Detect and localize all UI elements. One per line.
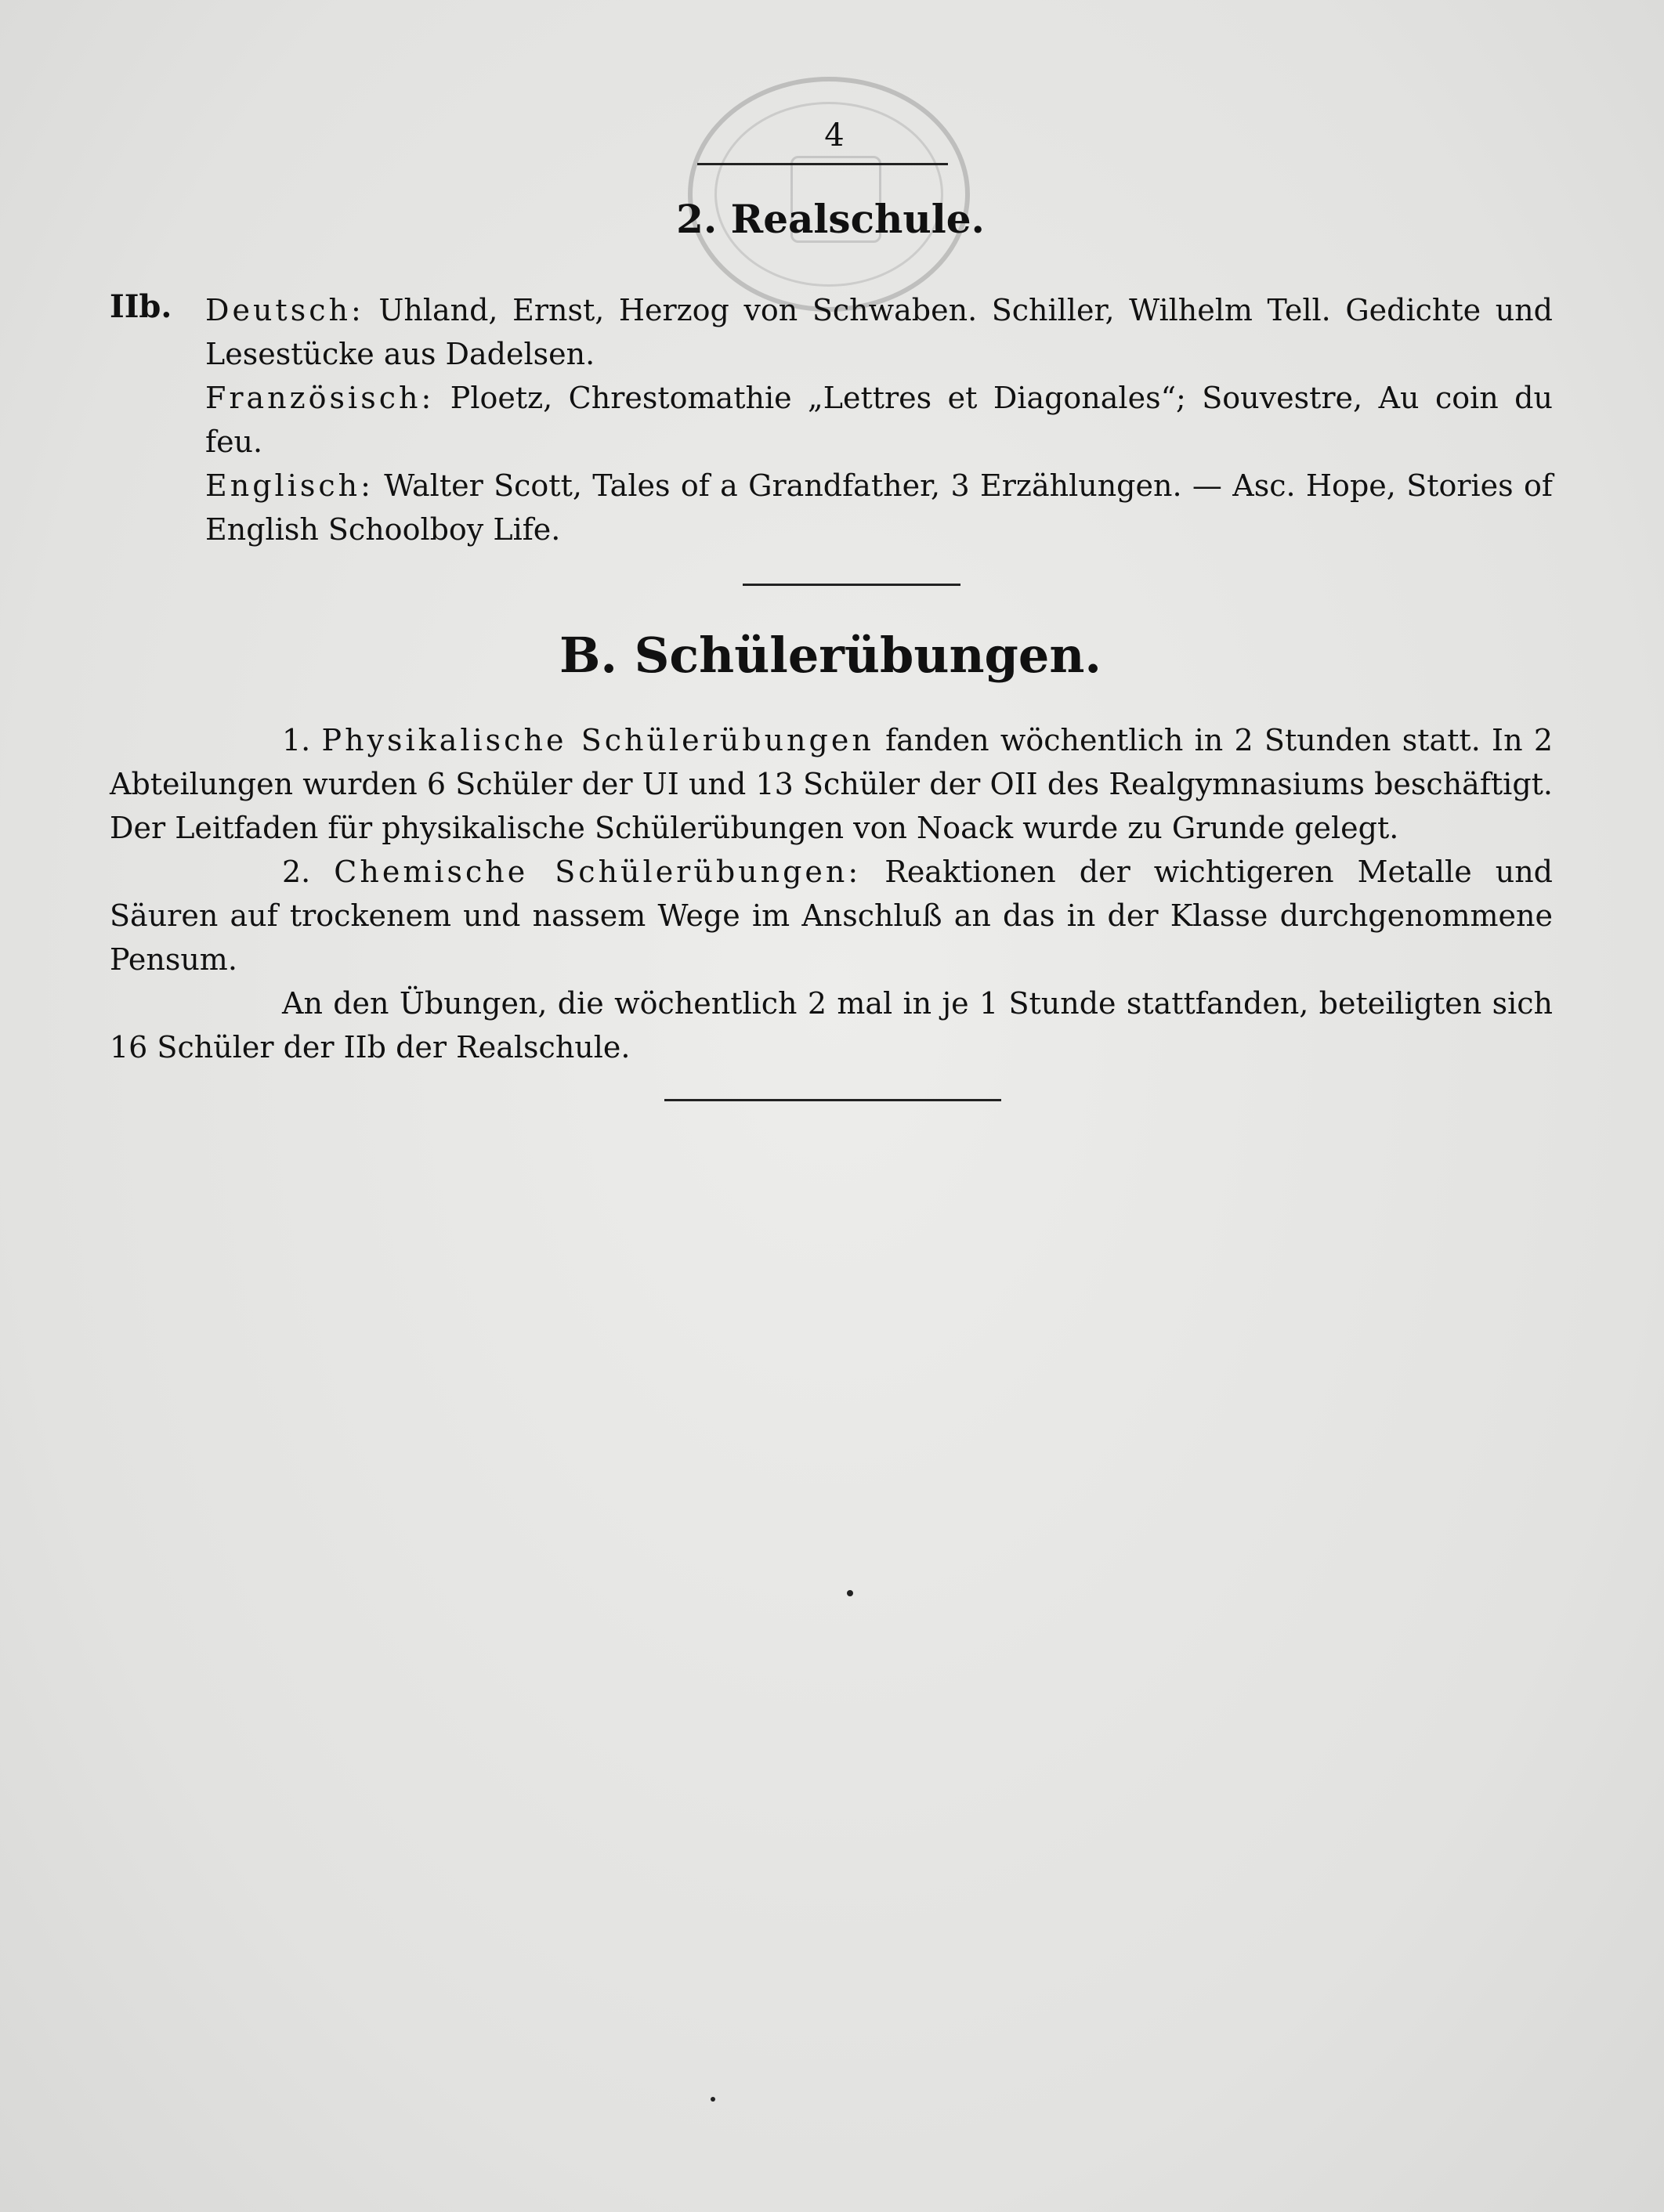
paragraph-topic: Chemische Schülerübungen: [334, 855, 862, 889]
print-speck [847, 1590, 853, 1596]
paragraph-text: fanden wöchentlich in 2 Stunden statt. In 2 Abteilungen wurden 6 Schüler der UI und 13 Schüler der OII des Realgymnasiums beschäftigt. Der Leitfaden für physikalische Schülerübungen von Noack wurde zu Grunde gelegt. [110, 723, 1553, 845]
closing-rule [664, 1099, 1001, 1101]
literature-list [205, 288, 1553, 551]
exercises-text [110, 718, 1553, 1069]
print-speck [711, 2097, 715, 2102]
bleed-through-text [110, 1108, 1555, 1152]
header-rule [697, 163, 948, 165]
subject-label: Französisch: [205, 381, 435, 415]
paragraph [110, 850, 1553, 981]
literature-entry [205, 376, 1553, 464]
section-divider [743, 584, 960, 586]
subject-label: Deutsch: [205, 293, 364, 327]
entry-text: Walter Scott, Tales of a Grandfather, 3 Erzählungen. — Asc. Hope, Stories of English Schoolboy Life. [205, 468, 1553, 547]
subject-label: Englisch: [205, 468, 374, 503]
section-heading: 2. Realschule. [676, 196, 985, 242]
paragraph [110, 981, 1553, 1069]
class-label: IIb. [110, 288, 172, 325]
library-stamp [688, 77, 970, 312]
literature-entry [205, 288, 1553, 376]
main-heading: B. Schülerübungen. [559, 627, 1101, 684]
paragraph-text: An den Übungen, die wöchentlich 2 mal in je 1 Stunde stattfanden, beteiligten sich 16 Schüler der IIb der Realschule. [110, 986, 1553, 1064]
entry-text: Uhland, Ernst, Herzog von Schwaben. Schiller, Wilhelm Tell. Gedichte und Lesestücke aus Dadelsen. [205, 293, 1553, 371]
entry-text: Ploetz, Chrestomathie „Lettres et Diagonales“; Souvestre, Au coin du feu. [205, 381, 1553, 459]
paragraph [110, 718, 1553, 850]
paragraph-number: 2. [282, 855, 335, 889]
paragraph-text: Reaktionen der wichtigeren Metalle und Säuren auf trockenem und nassem Wege im Anschluß an das in der Klasse durchgenommene Pensum. [110, 855, 1553, 977]
paragraph-topic: Physikalische Schülerübungen [321, 723, 874, 757]
page-number: 4 [824, 117, 845, 154]
literature-entry [205, 464, 1553, 551]
paragraph-number: 1. [282, 723, 322, 757]
